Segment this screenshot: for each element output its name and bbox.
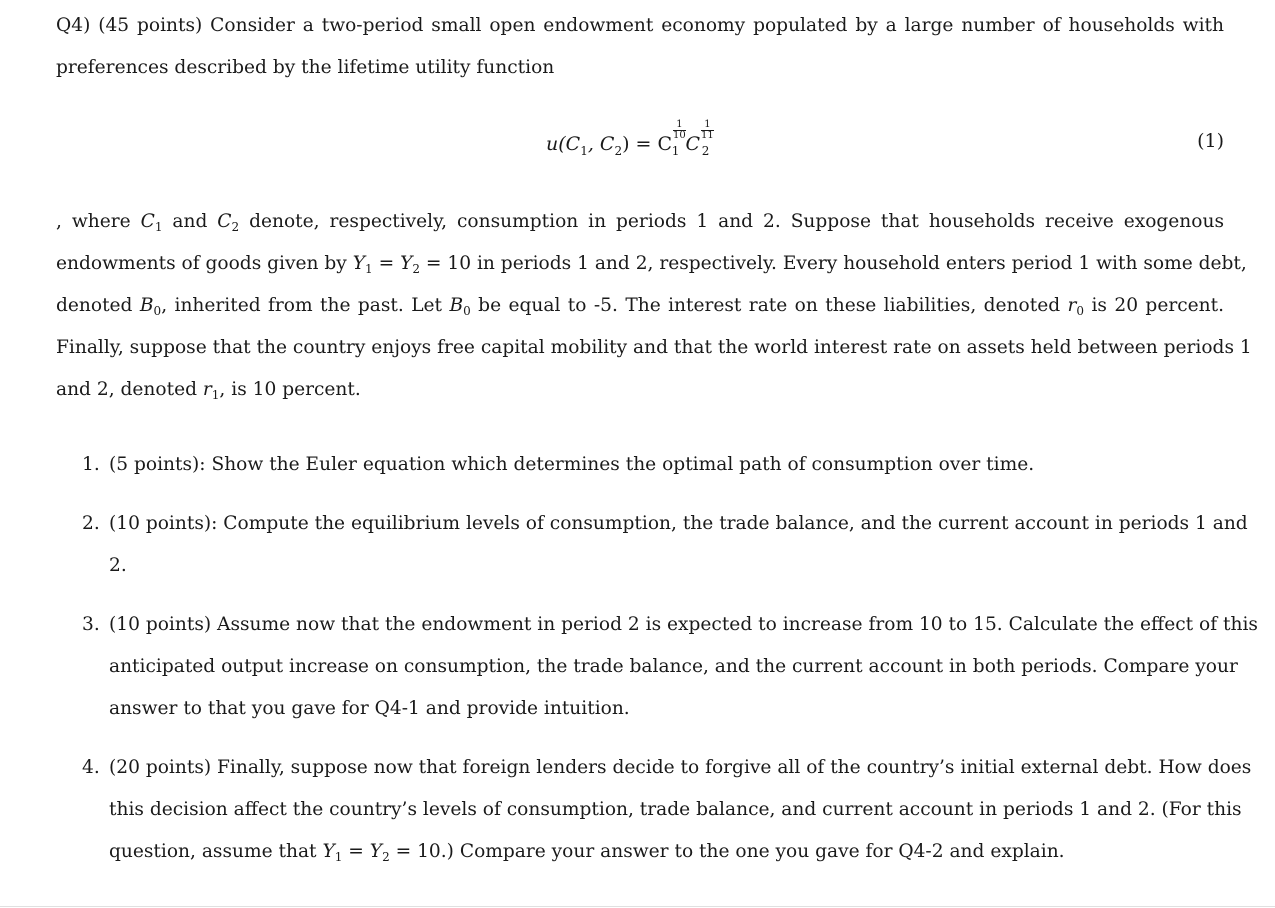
sym-c: C <box>217 211 232 232</box>
t10: is 20 percent. <box>1084 295 1225 316</box>
t5: = <box>372 253 401 274</box>
sub: 1 <box>365 262 373 276</box>
item-line: (10 points) Assume now that the endowment in period 2 is expected to increase from 10 to 15. Calculate the effect of this <box>109 614 1258 635</box>
item-number: 2. <box>82 513 100 534</box>
sym-c: C <box>140 211 155 232</box>
sub: 1 <box>154 220 163 234</box>
body-line-1 <box>56 201 1224 243</box>
t9: be equal to -5. The interest rate on these liabilities, denoted <box>470 295 1068 316</box>
eq-mid: , C <box>587 133 615 155</box>
item-line: (10 points): Compute the equilibrium levels of consumption, the trade balance, and the current account in periods 1 and <box>109 513 1248 534</box>
item-line: (20 points) Finally, suppose now that foreign lenders decide to forgive all of the country’s initial external debt. How does <box>109 757 1252 778</box>
sub: 0 <box>463 304 471 318</box>
body-line-5 <box>56 369 1224 411</box>
t3: denote, respectively, consumption in periods 1 and 2. Suppose that households receive exogenous <box>239 211 1224 232</box>
exp-c1 <box>673 120 686 141</box>
sym-r: r <box>202 379 212 400</box>
sub: 2 <box>382 850 390 864</box>
eq-lhs: u(C <box>546 133 581 155</box>
sym-y: Y <box>322 841 335 862</box>
sub: 0 <box>1076 304 1085 318</box>
item-number: 3. <box>82 614 100 635</box>
item-line: 2. <box>109 555 127 576</box>
utility-equation <box>546 119 714 158</box>
sym-b: B <box>139 295 154 316</box>
intro-line-1: Q4) (45 points) Consider a two-period small open endowment economy populated by a large number of households with <box>56 15 1224 36</box>
exp-c1-num: 1 <box>673 120 686 131</box>
t13: question, assume that <box>109 841 323 862</box>
t7: denoted <box>56 295 140 316</box>
t2: and <box>162 211 218 232</box>
sub: 0 <box>153 304 162 318</box>
list-item <box>82 747 1252 873</box>
item-line <box>109 831 1224 873</box>
body-paragraph <box>56 201 1252 411</box>
t1: , where <box>56 211 141 232</box>
bottom-divider <box>0 906 1275 907</box>
item-number: 1. <box>82 454 100 475</box>
sym-y: Y <box>369 841 383 862</box>
intro-paragraph <box>56 5 1224 89</box>
exp-c1-den: 10 <box>673 130 686 141</box>
eq-c2: C <box>685 133 701 155</box>
t14: = <box>342 841 370 862</box>
list-item <box>82 503 1248 587</box>
sub-question-list <box>82 444 1258 873</box>
sub: 2 <box>412 262 420 276</box>
equation-number: (1) <box>1197 130 1224 152</box>
sym-b: B <box>449 295 464 316</box>
intro-line-2: preferences described by the lifetime utility function <box>56 57 555 78</box>
list-item <box>82 604 1258 730</box>
item-line: answer to that you gave for Q4-1 and provide intuition. <box>109 698 630 719</box>
sub: 1 <box>334 850 343 864</box>
t11: and 2, denoted <box>56 379 203 400</box>
sub: 2 <box>231 220 240 234</box>
t4: endowments of goods given by <box>56 253 353 274</box>
item-line: (5 points): Show the Euler equation which determines the optimal path of consumption over time. <box>109 454 1035 475</box>
t15: = 10.) Compare your answer to the one you gave for Q4-2 and explain. <box>389 841 1065 862</box>
sub: 1 <box>211 388 220 402</box>
body-line-4: Finally, suppose that the country enjoys free capital mobility and that the world interest rate on assets held between periods 1 <box>56 337 1252 358</box>
eq-equals: ) = C <box>622 133 673 155</box>
sym-y: Y <box>352 253 366 274</box>
exp-c2-den: 11 <box>701 130 714 141</box>
list-item <box>82 444 1224 486</box>
item-line: anticipated output increase on consumption, the trade balance, and the current account in both periods. Compare your <box>109 656 1238 677</box>
sym-r: r <box>1067 295 1077 316</box>
item-line: this decision affect the country’s levels of consumption, trade balance, and current account in periods 1 and 2. (For this <box>109 799 1242 820</box>
c2-sub: 2 <box>701 144 710 158</box>
exp-c2 <box>701 120 714 141</box>
t8: , inherited from the past. Let <box>161 295 450 316</box>
c1-sub: 1 <box>671 144 680 158</box>
eq-sub-1: 1 <box>580 144 588 158</box>
item-number: 4. <box>82 757 100 778</box>
eq-sub-2: 2 <box>614 144 623 158</box>
exp-c2-num: 1 <box>701 120 714 131</box>
t6: = 10 in periods 1 and 2, respectively. Every household enters period 1 with some debt, <box>419 253 1247 274</box>
sym-y: Y <box>400 253 413 274</box>
body-line-2 <box>56 243 1247 285</box>
body-line-3 <box>56 285 1224 327</box>
t12: , is 10 percent. <box>219 379 361 400</box>
